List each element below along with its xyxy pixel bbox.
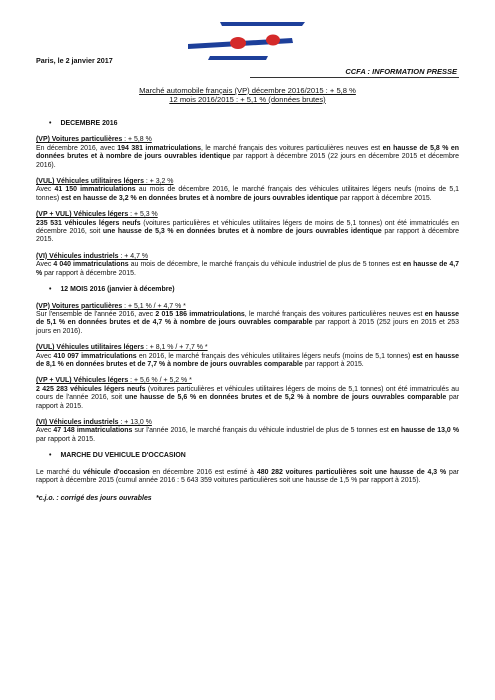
bullet-twelve-months: • 12 MOIS 2016 (janvier à décembre) [36,286,459,294]
section-heading: (VP + VUL) Véhicules légers : + 5,3 % [36,211,158,219]
year-vi-section: (VI) Véhicules industriels : + 13,0 % Avec 47 148 immatriculations sur l'année 2016, le marché français du véhicule industriel de plus de 5 tonnes est en hausse de 13,0 % par rapport à 2015. [36,418,459,443]
ccfa-logo [180,20,310,62]
bullet-december: • DECEMBRE 2016 [36,120,459,128]
content-body [36,114,459,504]
bullet-used-vehicles: • MARCHE DU VEHICULE D'OCCASION [36,452,459,460]
section-heading: (VI) Véhicules industriels : + 13,0 % [36,418,152,426]
dec-vi-section: (VI) Véhicules industriels : + 4,7 % Avec 4 040 immatriculations au mois de décembre, le marché français du véhicule industriel de plus de 5 tonnes est en hausse de 4,7 % par rapport à décembre 2015. [36,252,460,277]
title-line-2: 12 mois 2016/2015 : + 5,1 % (données brutes) [169,95,326,104]
press-label: CCFA : INFORMATION PRESSE [345,67,457,76]
section-heading: (VUL) Véhicules utilitaires légers : + 3,2 % [36,178,174,186]
title-line-1: Marché automobile français (VP) décembre 2016/2015 : + 5,8 % [139,86,356,95]
section-heading: (VI) Véhicules industriels : + 4,7 % [36,252,149,260]
date-line: Paris, le 2 janvier 2017 [36,56,113,65]
year-vul-section: (VUL) Véhicules utilitaires légers : + 8,1 % / + 7,7 % * Avec 410 097 immatriculations en 2016, le marché français des véhicules utilitaires légers neufs (moins de 5,1 tonnes) est en hausse de 8,1 % en données brutes et de 7,7 % à nombre de jours ouvrables comparable par rapport à 2015. [36,344,459,368]
footnote: *c.j.o. : corrigé des jours ouvrables [36,495,152,503]
section-heading: (VP) Voitures particulières : + 5,8 % [36,136,152,144]
year-vp-section: (VP) Voitures particulières : + 5,1 % / + 4,7 % * Sur l'ensemble de l'année 2016, avec 2 015 186 immatriculations, le marché français des voitures particulières neuves est en hausse de 5,1 % en données brutes et de 4,7 % à nombre de jours ouvrables comparable par rapport à 2015 (252 jours en 2015 et 253 jours en 2016). [36,302,459,335]
used-market-paragraph: Le marché du véhicule d'occasion en décembre 2016 est estimé à 480 282 voitures particulières soit une hausse de 4,3 % par rapport à décembre 2015 (cumul année 2016 : 5 643 359 voitures particulières soit une hausse de 1,5 % par rapport à 2015). [36,468,459,484]
section-heading: (VP) Voitures particulières : + 5,1 % / + 4,7 % * [36,302,186,310]
year-vl-section: (VP + VUL) Véhicules légers : + 5,6 % / + 5,2 % * 2 425 283 véhicules légers neufs (voitures particulières et véhicules utilitaires légers de moins de 5,1 tonnes) ont été immatriculés au cours de l'année 2016, soit une hausse de 5,6 % en données brutes et de 5,2 % à nombre de jours ouvrables comparable par rapport à 2015. [36,377,459,410]
section-heading: (VUL) Véhicules utilitaires légers : + 8,1 % / + 7,7 % * [36,344,208,352]
dec-vl-section: (VP + VUL) Véhicules légers : + 5,3 % 235 531 véhicules légers neufs (voitures particulières et véhicules utilitaires légers de moins de 5,1 tonnes) ont été immatriculés en décembre 2016, soit une hausse de 5,3 % en données brutes et à nombre de jours ouvrables identique par rapport à décembre 2015. [36,211,459,244]
press-divider [250,77,459,78]
section-heading: (VP + VUL) Véhicules légers : + 5,6 % / + 5,2 % * [36,377,192,385]
dec-vp-section: (VP) Voitures particulières : + 5,8 % En décembre 2016, avec 194 381 immatriculations, le marché français des voitures particulières neuves est en hausse de 5,8 % en données brutes et à nombre de jours ouvrables identique par rapport à décembre 2015 (22 jours en décembre 2015 et décembre 2016). [36,136,459,169]
dec-vul-section: (VUL) Véhicules utilitaires légers : + 3,2 % Avec 41 150 immatriculations au mois de décembre 2016, le marché français des véhicules utilitaires légers neufs (moins de 5,1 tonnes) est en hausse de 3,2 % en données brutes et à nombre de jours ouvrables identique par rapport à décembre 2015. [36,178,459,202]
page-title [0,86,495,104]
